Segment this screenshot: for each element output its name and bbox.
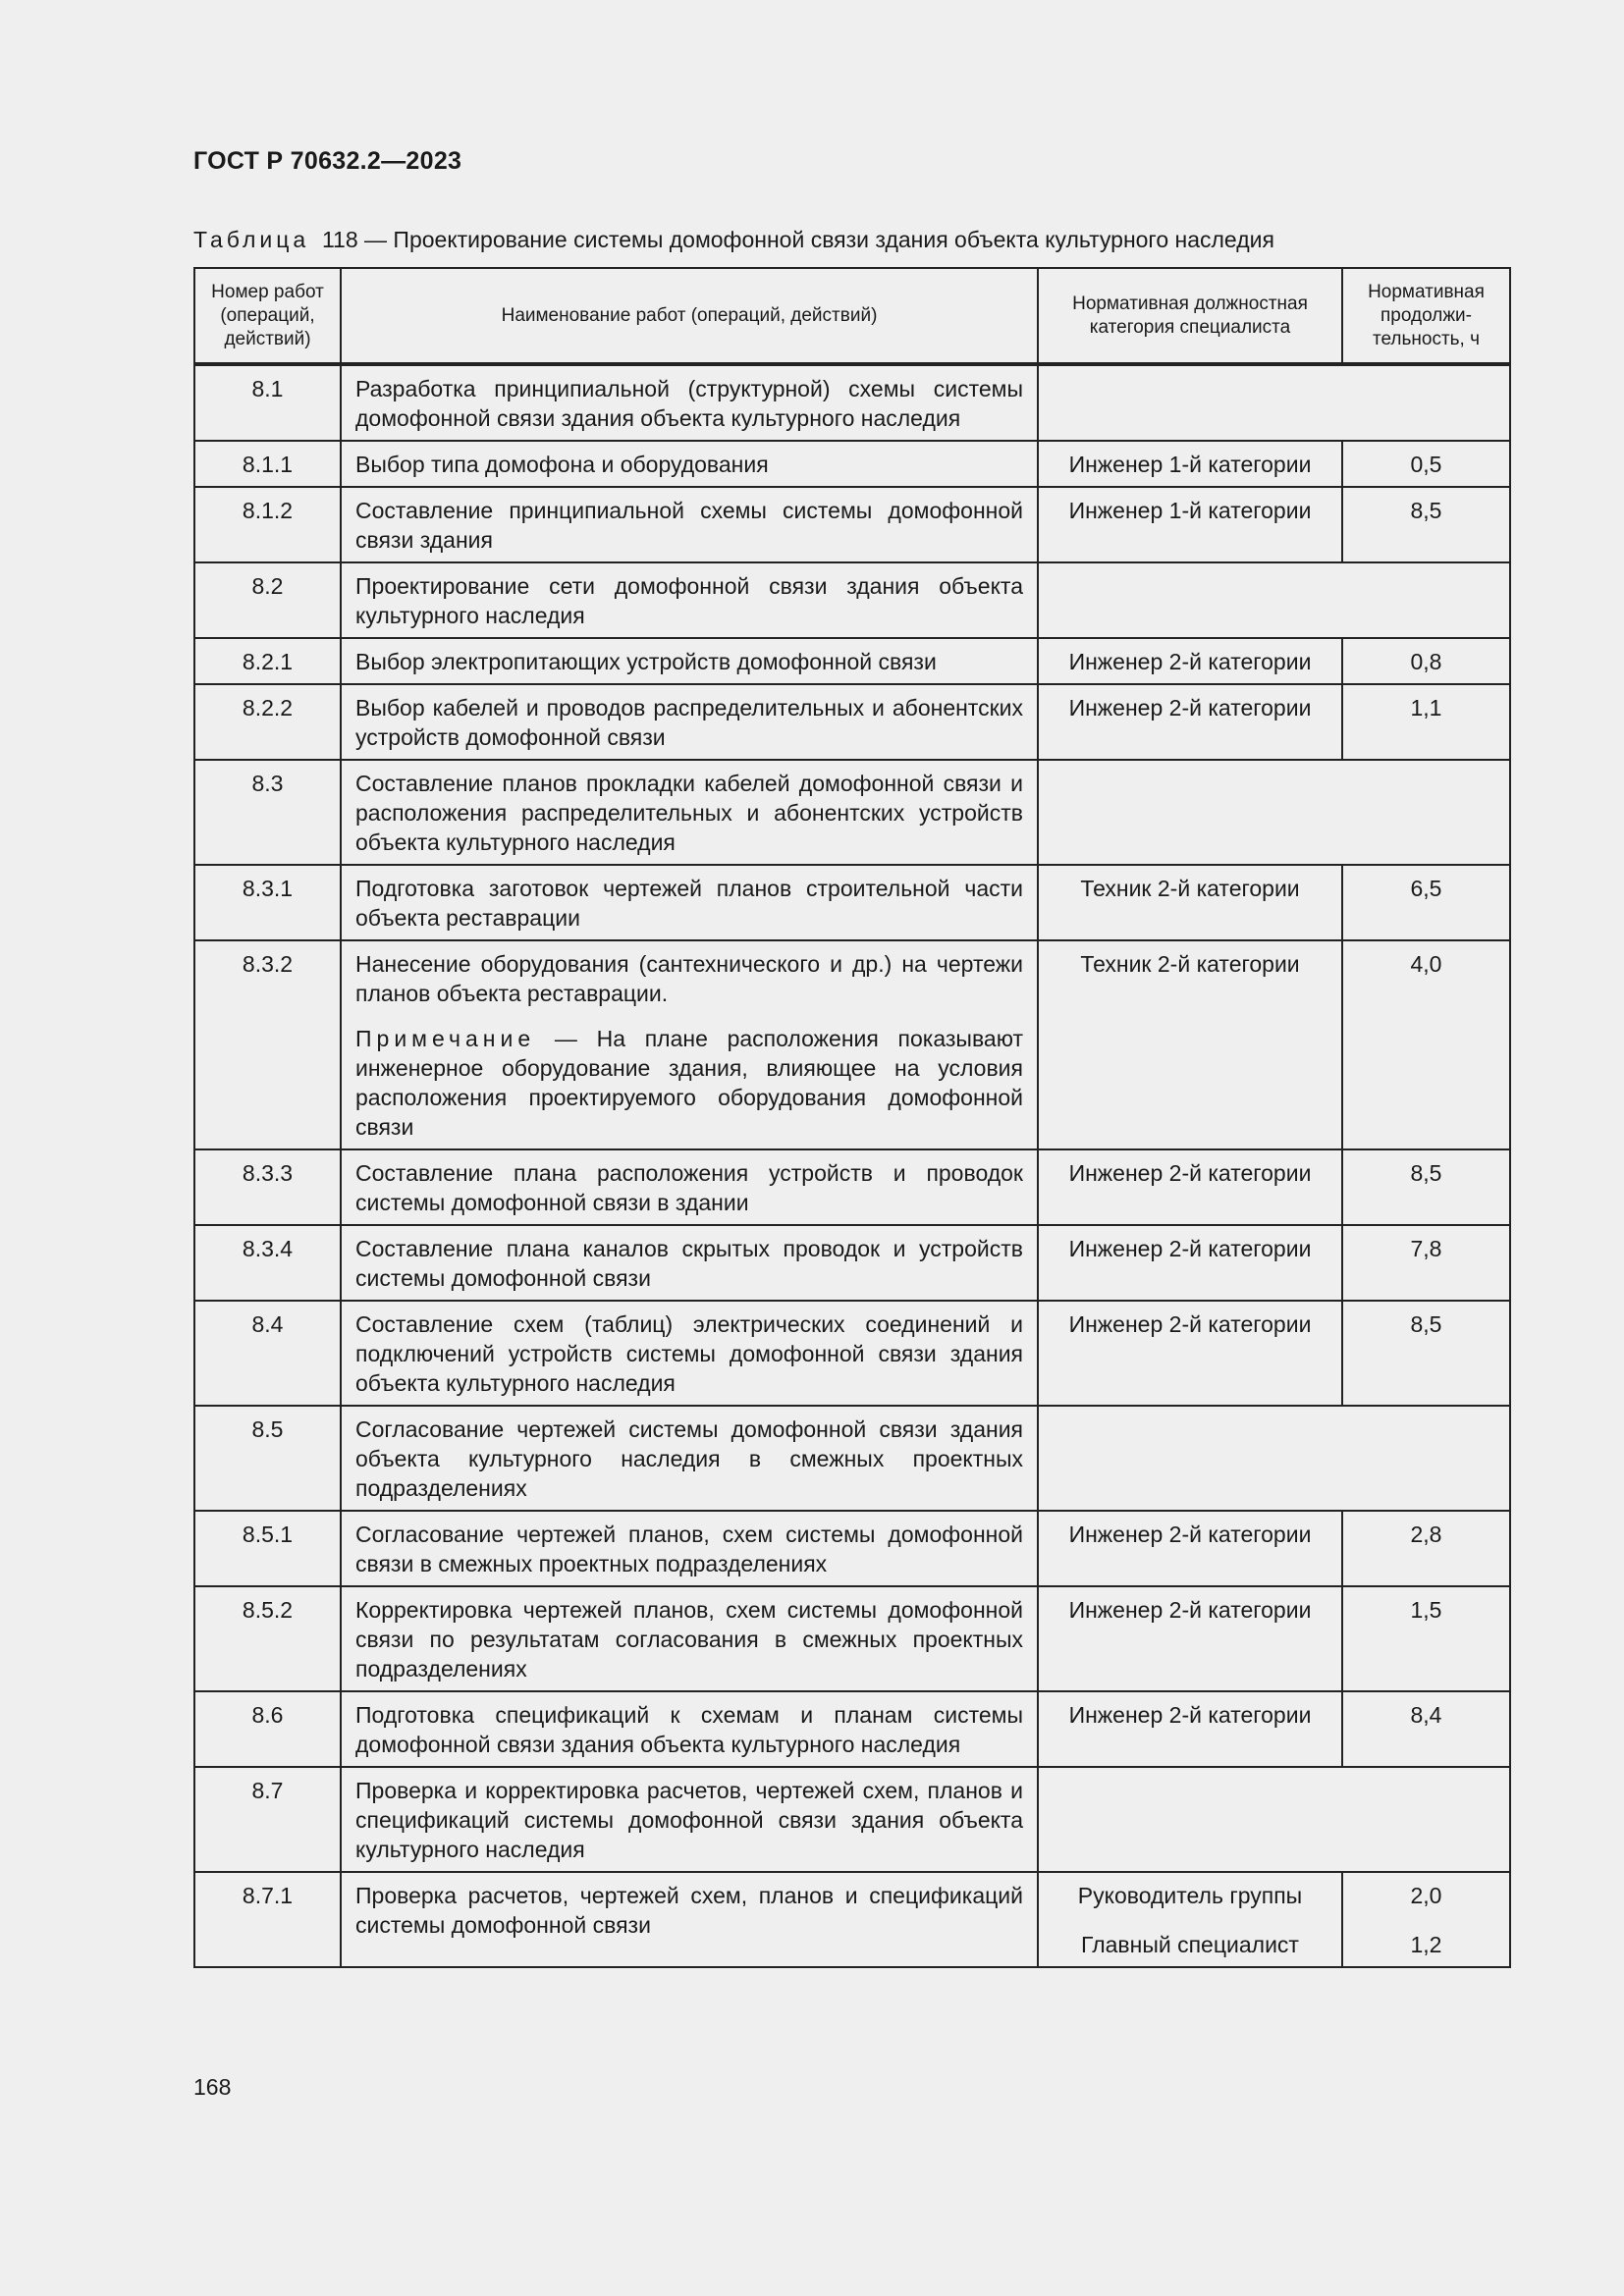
row-dur: 0,8 <box>1342 638 1510 684</box>
row-spec: Техник 2-й категории <box>1038 940 1342 1149</box>
header-spec: Нормативная должностная категория специалиста <box>1038 268 1342 364</box>
row-num: 8.5.2 <box>194 1586 341 1691</box>
header-num: Номер работ (операций, действий) <box>194 268 341 364</box>
table-row <box>194 1149 1510 1225</box>
table-row <box>194 1301 1510 1406</box>
table-row <box>194 562 1510 638</box>
row-empty-cell <box>1038 1406 1510 1511</box>
table-row <box>194 1586 1510 1691</box>
row-name <box>341 940 1038 1149</box>
row-num: 8.5.1 <box>194 1511 341 1586</box>
header-dur: Нормативная продолжи-тельность, ч <box>1342 268 1510 364</box>
row-spec: Инженер 2-й категории <box>1038 1586 1342 1691</box>
row-name: Проверка расчетов, чертежей схем, планов и спецификаций системы домофонной связи <box>341 1872 1038 1967</box>
row-name-text: Нанесение оборудования (сантехнического и др.) на чертежи планов объекта реставрации. <box>355 951 1023 1006</box>
row-num: 8.1.2 <box>194 487 341 562</box>
row-name: Выбор электропитающих устройств домофонной связи <box>341 638 1038 684</box>
row-spec: Инженер 2-й категории <box>1038 1511 1342 1586</box>
header-name: Наименование работ (операций, действий) <box>341 268 1038 364</box>
spec-primary: Руководитель группы <box>1077 1883 1303 1908</box>
row-name: Согласование чертежей планов, схем системы домофонной связи в смежных проектных подразделениях <box>341 1511 1038 1586</box>
row-num: 8.2 <box>194 562 341 638</box>
row-num: 8.1.1 <box>194 441 341 487</box>
row-num: 8.1 <box>194 364 341 441</box>
note-label: Примечание <box>355 1026 536 1051</box>
row-dur: 7,8 <box>1342 1225 1510 1301</box>
table-caption <box>193 227 1274 253</box>
row-num: 8.3 <box>194 760 341 865</box>
row-dur: 8,5 <box>1342 1301 1510 1406</box>
row-name: Подготовка спецификаций к схемам и планам системы домофонной связи здания объекта культурного наследия <box>341 1691 1038 1767</box>
row-name: Проектирование сети домофонной связи здания объекта культурного наследия <box>341 562 1038 638</box>
row-spec: Инженер 1-й категории <box>1038 487 1342 562</box>
row-num: 8.7.1 <box>194 1872 341 1967</box>
row-num: 8.3.2 <box>194 940 341 1149</box>
table-row <box>194 1511 1510 1586</box>
row-num: 8.2.1 <box>194 638 341 684</box>
row-dur: 4,0 <box>1342 940 1510 1149</box>
row-num: 8.6 <box>194 1691 341 1767</box>
spec-secondary: Главный специалист <box>1081 1932 1299 1957</box>
row-spec: Техник 2-й категории <box>1038 865 1342 940</box>
row-name: Составление схем (таблиц) электрических соединений и подключений устройств системы домофонной связи здания объекта культурного наследия <box>341 1301 1038 1406</box>
table-header-row <box>194 268 1510 364</box>
table-row <box>194 441 1510 487</box>
document-title: ГОСТ Р 70632.2—2023 <box>193 147 462 175</box>
works-table <box>193 267 1511 1968</box>
row-spec: Инженер 2-й категории <box>1038 638 1342 684</box>
row-empty-cell <box>1038 1767 1510 1872</box>
table-row <box>194 1767 1510 1872</box>
row-num: 8.7 <box>194 1767 341 1872</box>
row-num: 8.3.3 <box>194 1149 341 1225</box>
row-dur: 8,4 <box>1342 1691 1510 1767</box>
row-empty-cell <box>1038 364 1510 441</box>
row-num: 8.4 <box>194 1301 341 1406</box>
table-row <box>194 487 1510 562</box>
row-num: 8.2.2 <box>194 684 341 760</box>
caption-text: 118 — Проектирование системы домофонной связи здания объекта культурного наследия <box>321 227 1274 252</box>
row-name: Подготовка заготовок чертежей планов строительной части объекта реставрации <box>341 865 1038 940</box>
row-name: Выбор кабелей и проводов распределительных и абонентских устройств домофонной связи <box>341 684 1038 760</box>
row-note <box>355 1024 1023 1142</box>
table-row <box>194 1872 1510 1967</box>
row-dur: 2,8 <box>1342 1511 1510 1586</box>
table-row <box>194 638 1510 684</box>
row-spec <box>1038 1872 1342 1967</box>
table-row <box>194 1406 1510 1511</box>
row-spec: Инженер 2-й категории <box>1038 1225 1342 1301</box>
row-dur: 6,5 <box>1342 865 1510 940</box>
row-dur: 8,5 <box>1342 1149 1510 1225</box>
row-num: 8.3.4 <box>194 1225 341 1301</box>
row-name: Корректировка чертежей планов, схем системы домофонной связи по результатам согласования в смежных проектных подразделениях <box>341 1586 1038 1691</box>
row-name: Выбор типа домофона и оборудования <box>341 441 1038 487</box>
caption-label: Таблица <box>193 227 310 252</box>
row-spec: Инженер 1-й категории <box>1038 441 1342 487</box>
dur-primary: 2,0 <box>1410 1883 1442 1908</box>
page-number: 168 <box>193 2074 232 2100</box>
row-name: Разработка принципиальной (структурной) схемы системы домофонной связи здания объекта культурного наследия <box>341 364 1038 441</box>
row-spec: Инженер 2-й категории <box>1038 1691 1342 1767</box>
row-dur <box>1342 1872 1510 1967</box>
note-text: — На плане расположения показывают инженерное оборудование здания, влияющее на условия расположения проектируемого оборудования домофонной связи <box>355 1026 1023 1140</box>
row-name: Составление плана расположения устройств и проводок системы домофонной связи в здании <box>341 1149 1038 1225</box>
table-row <box>194 364 1510 441</box>
row-spec: Инженер 2-й категории <box>1038 1301 1342 1406</box>
dur-secondary: 1,2 <box>1410 1932 1442 1957</box>
row-empty-cell <box>1038 760 1510 865</box>
row-name: Составление плана каналов скрытых проводок и устройств системы домофонной связи <box>341 1225 1038 1301</box>
row-num: 8.5 <box>194 1406 341 1511</box>
row-dur: 1,1 <box>1342 684 1510 760</box>
table-row <box>194 1225 1510 1301</box>
row-name: Составление принципиальной схемы системы домофонной связи здания <box>341 487 1038 562</box>
table-row <box>194 865 1510 940</box>
row-dur: 1,5 <box>1342 1586 1510 1691</box>
row-empty-cell <box>1038 562 1510 638</box>
table-row <box>194 684 1510 760</box>
row-name: Согласование чертежей системы домофонной связи здания объекта культурного наследия в смежных проектных подразделениях <box>341 1406 1038 1511</box>
row-name: Составление планов прокладки кабелей домофонной связи и расположения распределительных и абонентских устройств объекта культурного наследия <box>341 760 1038 865</box>
row-name: Проверка и корректировка расчетов, чертежей схем, планов и спецификаций системы домофонной связи здания объекта культурного наследия <box>341 1767 1038 1872</box>
row-num: 8.3.1 <box>194 865 341 940</box>
row-spec: Инженер 2-й категории <box>1038 684 1342 760</box>
table-row <box>194 760 1510 865</box>
row-dur: 8,5 <box>1342 487 1510 562</box>
row-dur: 0,5 <box>1342 441 1510 487</box>
row-spec: Инженер 2-й категории <box>1038 1149 1342 1225</box>
table-row <box>194 940 1510 1149</box>
table-row <box>194 1691 1510 1767</box>
